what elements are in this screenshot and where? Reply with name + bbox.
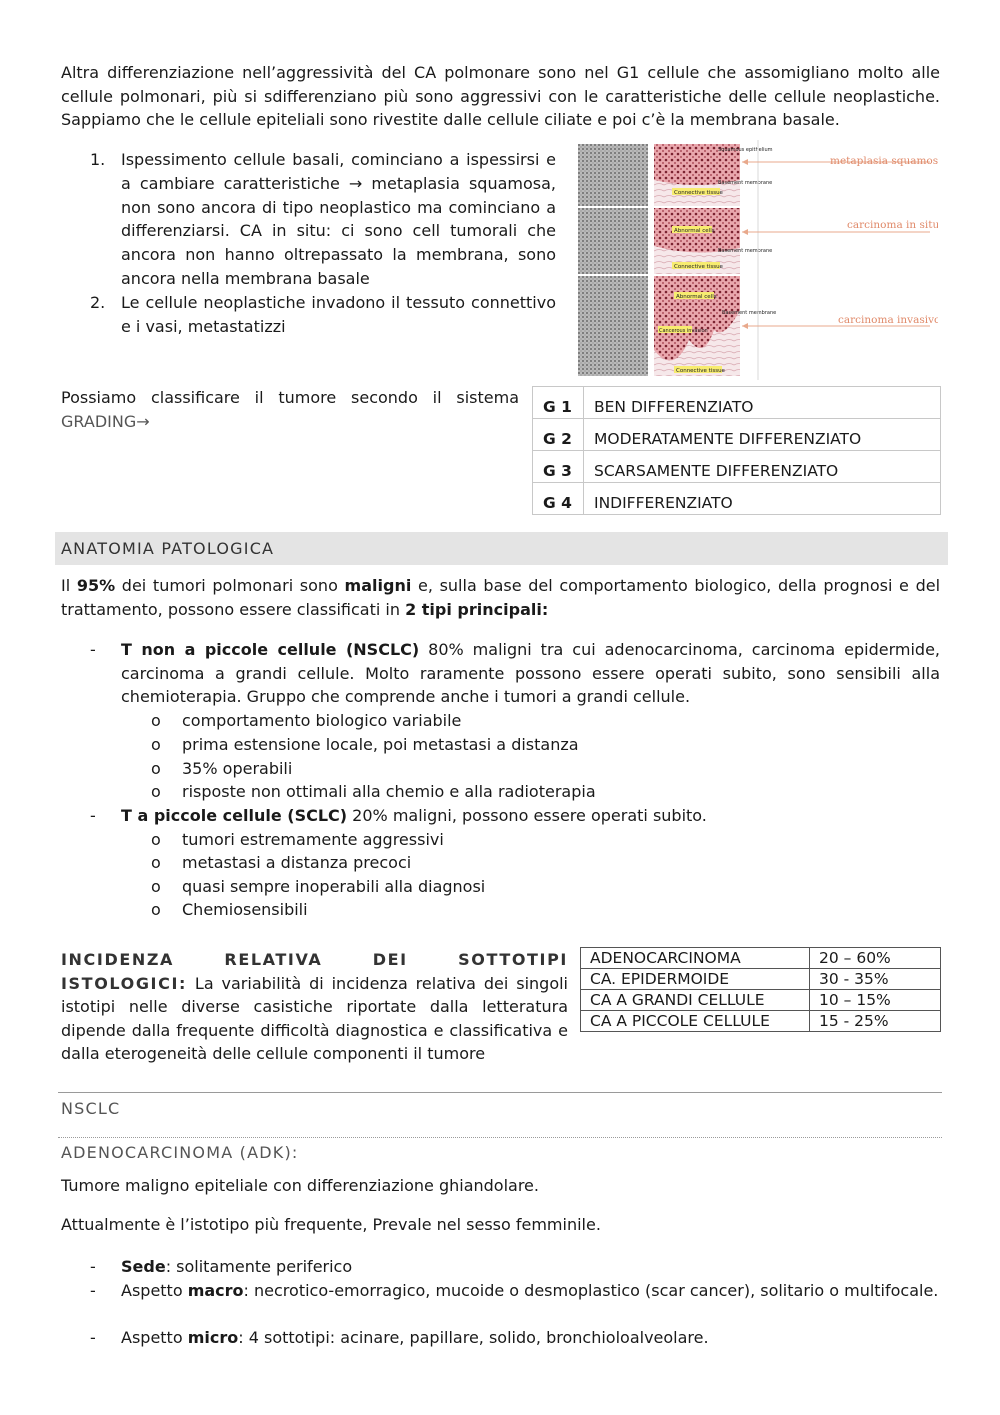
type-cell: ADENOCARCINOMA <box>581 948 810 969</box>
micrograph-1 <box>578 144 648 206</box>
dash-marker: - <box>90 806 96 825</box>
grading-intro: Possiamo classificare il tumore secondo il sistema <box>61 388 519 407</box>
list-item-nsclc <box>90 638 940 709</box>
type-cell: CA A GRANDI CELLULE <box>581 990 810 1011</box>
list-item: - Sede: solitamente periferico <box>90 1255 940 1279</box>
list-item: - Aspetto macro: necrotico-emorragico, mucoide o desmoplastico (scar cancer), solitario o multifocale. <box>90 1279 940 1303</box>
table-row <box>581 1011 941 1032</box>
value-cell: 20 – 60% <box>810 948 941 969</box>
incidenza-paragraph: INCIDENZA RELATIVA DEI SOTTOTIPI ISTOLOGICI: La variabilità di incidenza relativa dei singoli istotipi nelle diverse casistiche riportate dalla letteratura dipende dalla frequente difficoltà diagnostica e classificativa e dalla eterogeneità delle cellule componenti il tumore <box>61 950 568 1063</box>
inner-label: Connective tissue <box>676 368 725 374</box>
list-number: 2. <box>90 293 106 312</box>
micrograph-3 <box>578 276 648 376</box>
list-item <box>90 291 556 339</box>
value-cell: 10 – 15% <box>810 990 941 1011</box>
section-heading: ANATOMIA PATOLOGICA <box>61 539 275 558</box>
dash-marker: - <box>90 640 96 659</box>
nsclc-heading: NSCLC <box>61 1099 121 1118</box>
list-text: T non a piccole cellule (NSCLC) 80% maligni tra cui adenocarcinoma, carcinoma epidermide, carcinoma a grandi cellule. Molto raramente possono essere operati subito, sono sensibili alla chemioterapia. Gruppo che comprende anche i tumori a grandi cellule. <box>121 640 941 707</box>
anatomia-paragraph: Il 95% dei tumori polmonari sono maligni e, sulla base del comportamento biologico, della prognosi e del trattamento, possono essere classificati in 2 tipi principali: <box>61 576 941 619</box>
figure-label-invasive: carcinoma invasivo <box>838 314 938 326</box>
list-text: Ispessimento cellule basali, cominciano a ispessirsi e a cambiare caratteristiche → metaplasia squamosa, non sono ancora di tipo neoplastico ma cominciano a differenziarsi. CA in situ: ci sono cell tumorali che ancora non hanno oltrepassato la membrana, sono ancora nella membrana basale <box>121 150 556 288</box>
list-text: Aspetto macro: necrotico-emorragico, mucoide o desmoplastico (scar cancer), solitario o multifocale. <box>121 1281 939 1300</box>
type-cell: CA. EPIDERMOIDE <box>581 969 810 990</box>
list-text: Aspetto micro: 4 sottotipi: acinare, papillare, solido, bronchioloalveolare. <box>121 1328 709 1347</box>
grade-label-cell: SCARSAMENTE DIFFERENZIATO <box>584 451 941 483</box>
inner-label: Abnormal cells <box>676 294 717 300</box>
list-text: T a piccole cellule (SCLC) 20% maligni, possono essere operati subito. <box>121 806 707 825</box>
inner-label: Connective tissue <box>674 264 723 270</box>
inner-label: Connective tissue <box>674 190 723 196</box>
inner-label: Cancerous invasion <box>659 328 708 334</box>
grade-label-cell: BEN DIFFERENZIATO <box>584 387 941 419</box>
histology-illustration <box>574 140 938 380</box>
incidence-table <box>580 947 941 1032</box>
table-row <box>533 419 941 451</box>
adk-paragraph-1: Tumore maligno epiteliale con differenziazione ghiandolare. <box>61 1176 539 1195</box>
inner-label: Basement membrane <box>718 248 773 254</box>
table-row <box>581 990 941 1011</box>
inner-label: Basement membrane <box>718 180 773 186</box>
adk-paragraph-2: Attualmente è l’istotipo più frequente, Prevale nel sesso femminile. <box>61 1215 601 1234</box>
section-heading-bar <box>55 532 948 565</box>
inner-label: Abnormal cells <box>674 228 715 234</box>
list-item <box>90 148 556 291</box>
document-page: Altra differenziazione nell’aggressività del CA polmonare sono nel G1 cellule che assomigliano molto alle cellule polmonari, più si sdifferenziano più sono aggressivi con le caratteristiche delle cellule neoplastiche. Sappiamo che le cellule epiteliali sono rivestite dalle cellule ciliate e poi c’è la membrana basale. 1. Ispessimento cellule basali, cominciano a ispessirsi e a cambiare caratteristiche → metaplasia squamosa, non sono ancora di tipo neoplastico ma cominciano a differenziarsi. CA in situ: ci sono cell tumorali che ancora non hanno oltrepassato la membrana, sono ancora nella membrana basale 2. Le cellule neoplastiche invadono il tessuto connettivo e i vasi, metastatizzi Connective tissue Squamous epithelium Basement membrane Abnormal cells Basement membrane Connective tissue Abnormal cells Basement membrane Cancerous invasion Connective tissue metaplasia squamosa carcinoma in situ carcinoma invasivo Possiamo classificare il tumore secondo il sistema GRADING→ G 1 BEN DIFFERENZIATO G 2 MODERATAMENTE DIFFERENZIATO G 3 SCARSAMENTE DIFFERENZIATO G 4 INDIFFERENZIATO ANATOMIA PATOLOGICA Il 95% dei tumori polmonari sono maligni e, sulla base del comportamento biologico, della prognosi e del trattamento, possono essere classificati in 2 tipi principali: - T non a piccole cellule (NSCLC) 80% maligni tra cui adenocarcinoma, carcinoma epidermide, carcinoma a grandi cellule. Molto raramente possono essere operati subito, sono sensibili alla chemioterapia. Gruppo che comprende anche i tumori a grandi cellule. o comportamento biologico variabile o prima estensione locale, poi metastasi a distanza o 35% operabili o risposte non ottimali alla chemio e alla radioterapia - T a piccole cellule (SCLC) 20% maligni, possono essere operati subito. o tumori estremamente aggressivi o metastasi a distanza precoci o quasi sempre inoperabili alla diagnosi o Chemiosensibili INCIDENZA RELATIVA DEI SOTTOTIPI ISTOLOGICI: La variabilità di incidenza relativa dei singoli istotipi nelle diverse casistiche riportate dalla letteratura dipende dalla frequente difficoltà diagnostica e classificativa e dalla eterogeneità delle cellule componenti il tumore ADENOCARCINOMA 20 – 60% CA. EPIDERMOIDE 30 - 35% CA A GRANDI CELLULE 10 – 15% CA A PICCOLE CELLULE 15 - 25% NSCLC ADENOCARCINOMA (ADK): Tumore maligno epiteliale con differenziazione ghiandolare. Attualmente è l’istotipo più frequente, Prevale nel sesso femminile. - Sede: solitamente periferico - Aspetto macro: necrotico-emorragico, mucoide o desmoplastico (scar cancer), solitario o multifocale. - Aspetto micro: 4 sottotipi: acinare, papillare, solido, bronchioloalveolare. <box>0 0 1000 1415</box>
grade-cell: G 4 <box>533 483 584 515</box>
adk-heading: ADENOCARCINOMA (ADK): <box>61 1143 299 1162</box>
value-cell: 30 - 35% <box>810 969 941 990</box>
value-cell: 15 - 25% <box>810 1011 941 1032</box>
grade-cell: G 1 <box>533 387 584 419</box>
table-row <box>533 387 941 419</box>
table-row <box>581 969 941 990</box>
list-text: Sede: solitamente periferico <box>121 1257 353 1276</box>
inner-label: Basement membrane <box>722 310 777 316</box>
table-row <box>533 451 941 483</box>
type-cell: CA A PICCOLE CELLULE <box>581 1011 810 1032</box>
grade-cell: G 2 <box>533 419 584 451</box>
inner-label: Squamous epithelium <box>718 147 773 153</box>
grading-table <box>532 386 941 515</box>
intro-paragraph: Altra differenziazione nell’aggressività del CA polmonare sono nel G1 cellule che assomigliano molto alle cellule polmonari, più si sdifferenziano più sono aggressivi con le caratteristiche delle cellule neoplastiche. Sappiamo che le cellule epiteliali sono rivestite dalle cellule ciliate e poi c’è la membrana basale. <box>61 63 940 129</box>
micrograph-2 <box>578 208 648 274</box>
figure-label-in-situ: carcinoma in situ <box>847 219 938 231</box>
figure-label-metaplasia: metaplasia squamosa <box>830 155 938 167</box>
table-row <box>581 948 941 969</box>
list-item-sclc <box>90 804 940 828</box>
histology-figure <box>574 140 938 380</box>
table-row <box>533 483 941 515</box>
divider <box>58 1092 942 1093</box>
grading-label: GRADING→ <box>61 412 150 431</box>
grade-label-cell: INDIFFERENZIATO <box>584 483 941 515</box>
divider-dotted <box>58 1137 942 1138</box>
list-item: - Aspetto micro: 4 sottotipi: acinare, papillare, solido, bronchioloalveolare. <box>90 1326 940 1350</box>
list-number: 1. <box>90 150 106 169</box>
list-text: Le cellule neoplastiche invadono il tessuto connettivo e i vasi, metastatizzi <box>121 293 556 336</box>
grade-label-cell: MODERATAMENTE DIFFERENZIATO <box>584 419 941 451</box>
grade-cell: G 3 <box>533 451 584 483</box>
